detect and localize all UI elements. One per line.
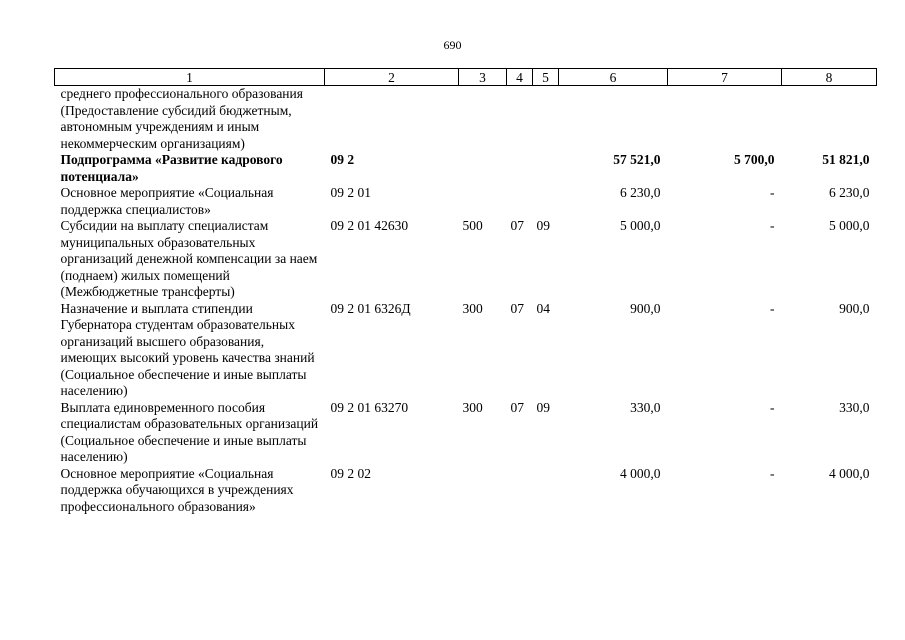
header-col-6: 6 <box>559 69 668 86</box>
row-vr <box>459 86 507 153</box>
row-rz <box>507 152 533 185</box>
row-name: Основное мероприятие «Социальная поддержка обучающихся в учреждениях профессионального образования» <box>60 465 294 514</box>
row-vr: 300 <box>462 399 483 415</box>
row-federal: - <box>770 465 775 481</box>
table-row <box>55 185 877 218</box>
row-name: Основное мероприятие «Социальная поддержка специалистов» <box>60 185 274 217</box>
row-regional <box>782 86 877 153</box>
row-federal: - <box>770 218 775 233</box>
row-federal: 5 700,0 <box>734 152 775 167</box>
row-pr <box>533 185 559 218</box>
row-regional: 4 000,0 <box>829 465 870 481</box>
row-name: Назначение и выплата стипендии Губернатора студентам образовательных организаций высшего образования, имеющих высокий уровень качества знаний (Социальное обеспечение и иные выплаты населению) <box>60 300 315 398</box>
table-body <box>55 86 877 516</box>
header-row <box>55 69 877 86</box>
header-col-2: 2 <box>325 69 459 86</box>
row-pr: 04 <box>536 300 550 316</box>
table-row <box>55 301 877 400</box>
row-vr: 300 <box>462 300 483 316</box>
row-code <box>325 86 459 153</box>
row-code: 09 2 01 42630 <box>330 218 409 233</box>
header-col-8: 8 <box>782 69 877 86</box>
row-rz: 07 <box>510 218 524 233</box>
row-pr: 09 <box>536 399 550 415</box>
row-total: 57 521,0 <box>613 152 661 167</box>
table-row <box>55 218 877 301</box>
row-code: 09 2 01 63270 <box>330 399 409 415</box>
row-pr <box>533 466 559 516</box>
header-col-1: 1 <box>55 69 325 86</box>
row-regional: 330,0 <box>839 399 870 415</box>
row-federal <box>668 86 782 153</box>
row-name: Субсидии на выплату специалистам муниципальных образовательных организаций денежной компенсации за наем (поднаем) жилых помещений (Межбюджетные трансферты) <box>60 218 318 299</box>
row-total: 330,0 <box>630 399 661 415</box>
header-col-3: 3 <box>459 69 507 86</box>
row-pr: 09 <box>536 218 550 233</box>
row-pr <box>533 152 559 185</box>
row-name: среднего профессионального образования (Предоставление субсидий бюджетным, автономным учреждениям и иным некоммерческим организациям) <box>60 86 303 151</box>
row-rz <box>507 185 533 218</box>
row-federal: - <box>770 185 775 200</box>
row-code: 09 2 01 6326Д <box>330 300 411 316</box>
budget-table <box>54 68 877 515</box>
table-row-subprogram <box>55 152 877 185</box>
row-rz: 07 <box>510 300 524 316</box>
row-code: 09 2 02 <box>330 465 371 481</box>
table-row <box>55 86 877 153</box>
row-federal: - <box>770 300 775 316</box>
header-col-4: 4 <box>507 69 533 86</box>
row-total: 900,0 <box>630 300 661 316</box>
page-number: 690 <box>443 38 462 52</box>
table-header <box>55 69 877 86</box>
row-regional: 6 230,0 <box>829 185 870 200</box>
table-row <box>55 400 877 466</box>
row-total: 4 000,0 <box>620 465 661 481</box>
row-code: 09 2 01 <box>330 185 371 200</box>
row-rz <box>507 466 533 516</box>
row-name: Подпрограмма «Развитие кадрового потенциала» <box>60 152 283 184</box>
row-total <box>559 86 668 153</box>
row-rz <box>507 86 533 153</box>
row-regional: 51 821,0 <box>822 152 870 167</box>
row-total: 5 000,0 <box>620 218 661 233</box>
row-vr: 500 <box>462 218 483 233</box>
header-col-5: 5 <box>533 69 559 86</box>
row-vr <box>459 185 507 218</box>
row-pr <box>533 86 559 153</box>
row-regional: 5 000,0 <box>829 218 870 233</box>
row-code: 09 2 <box>330 152 355 167</box>
row-total: 6 230,0 <box>620 185 661 200</box>
row-vr <box>459 466 507 516</box>
row-regional: 900,0 <box>839 300 870 316</box>
table-row <box>55 466 877 516</box>
row-name: Выплата единовременного пособия специалистам образовательных организаций (Социальное обеспечение и иные выплаты населению) <box>60 399 319 464</box>
header-col-7: 7 <box>668 69 782 86</box>
row-rz: 07 <box>510 399 524 415</box>
row-federal: - <box>770 399 775 415</box>
row-vr <box>459 152 507 185</box>
